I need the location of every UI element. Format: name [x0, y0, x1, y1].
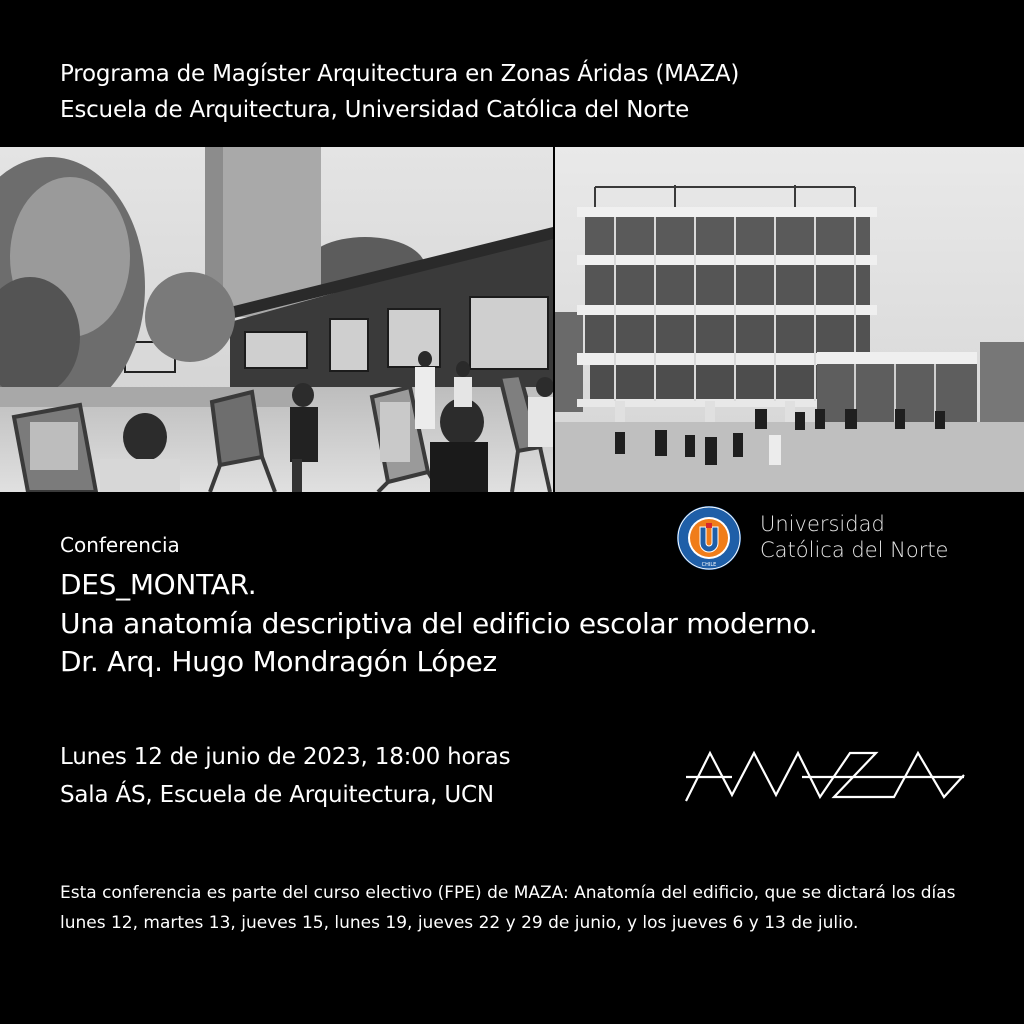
speaker-name: Dr. Arq. Hugo Mondragón López: [60, 645, 497, 678]
photo-open-air-school-image: [555, 147, 1024, 492]
event-title-line-1: DES_MONTAR.: [60, 568, 257, 601]
maza-wordmark-logo-icon: [684, 747, 966, 803]
photo-open-air-school: [555, 147, 1024, 492]
university-name-line-2: Católica del Norte: [760, 538, 949, 562]
header: [60, 56, 960, 128]
photo-strip: [0, 147, 1024, 492]
event-place: Sala ÁS, Escuela de Arquitectura, UCN: [60, 782, 494, 808]
event-title-block: [60, 566, 960, 682]
photo-children-easels: [0, 147, 553, 492]
university-logo: [676, 505, 976, 575]
university-name-line-1: Universidad: [760, 512, 885, 536]
seal-text-chile: CHILE: [701, 562, 717, 568]
event-datetime: Lunes 12 de junio de 2023, 18:00 horas: [60, 744, 511, 770]
event-details: [60, 738, 660, 814]
school-name: Escuela de Arquitectura, Universidad Católica del Norte: [60, 97, 690, 123]
university-name: [760, 511, 948, 563]
footer-description: Esta conferencia es parte del curso electivo (FPE) de MAZA: Anatomía del edificio, que se dictará los días lunes 12, martes 13, jueves 15, lunes 19, jueves 22 y 29 de junio, y los jueves 6 y 13 de julio.: [60, 883, 956, 933]
event-type-label: Conferencia: [60, 533, 180, 557]
event-title-line-2: Una anatomía descriptiva del edificio escolar moderno.: [60, 606, 818, 640]
photo-children-easels-image: [0, 147, 553, 492]
program-name: Programa de Magíster Arquitectura en Zonas Áridas (MAZA): [60, 61, 740, 87]
university-seal-icon: [676, 505, 742, 571]
